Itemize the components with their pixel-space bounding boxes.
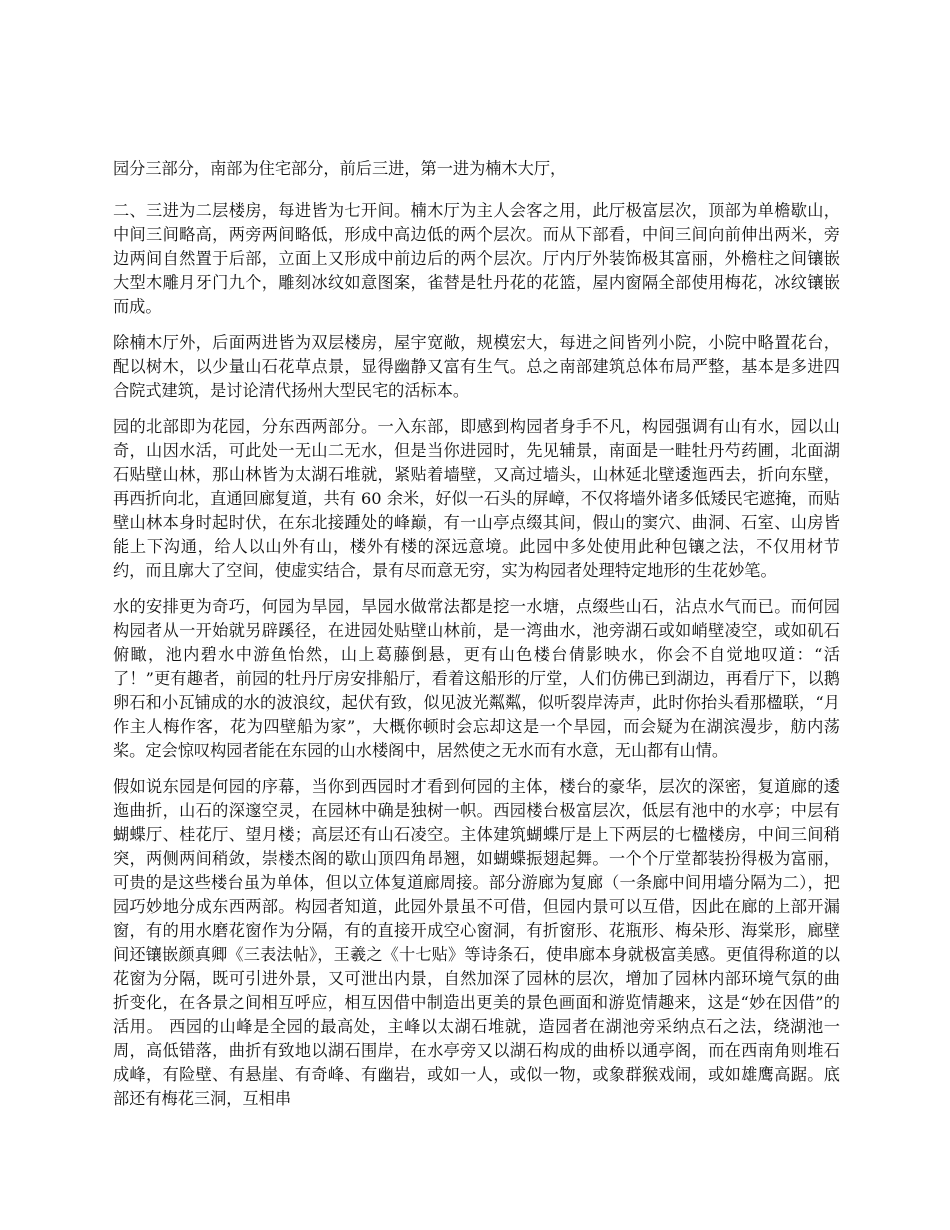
paragraph-3: 除楠木厅外，后面两进皆为双层楼房，屋宇宽敞，规模宏大，每进之间皆列小院，小院中略置花台，配以树木，以少量山石花草点景，显得幽静又富有生气。总之南部建筑总体布局严整，基本是多进四合院式建筑，是讨论清代扬州大型民宅的活标本。 <box>113 333 840 400</box>
document-page <box>113 157 840 1123</box>
paragraph-6: 假如说东园是何园的序幕，当你到西园时才看到何园的主体，楼台的豪华，层次的深密，复道廊的逶迤曲折，山石的深邃空灵，在园林中确是独树一帜。西园楼台极富层次，低层有池中的水亭；中层有蝴蝶厅、桂花厅、望月楼；高层还有山石凌空。主体建筑蝴蝶厅是上下两层的七楹楼房，中间三间稍突，两侧两间稍敛，崇楼杰阁的歇山顶四角昂翘，如蝴蝶振翅起舞。一个个厅堂都装扮得极为富丽，可贵的是这些楼台虽为单体，但以立体复道廊周接。部分游廊为复廊（一条廊中间用墙分隔为二），把园巧妙地分成东西两部。构园者知道，此园外景虽不可借，但园内景可以互借，因此在廊的上部开漏窗，有的用水磨花窗作为分隔，有的直接开成空心窗洞，有折窗形、花瓶形、梅朵形、海棠形，廊壁间还镶嵌颜真卿《三表法帖》，王羲之《十七贴》等诗条石，使串廊本身就极富美感。更值得称道的以花窗为分隔，既可引进外景，又可泄出内景，自然加深了园林的层次，增加了园林内部环境气氛的曲折变化，在各景之间相互呼应，相互因借中制造出更美的景色画面和游览情趣来，这是“妙在因借”的活用。 西园的山峰是全园的最高处，主峰以太湖石堆就，造园者在湖池旁采纳点石之法，绕湖池一周，高低错落，曲折有致地以湖石围岸，在水亭旁又以湖石构成的曲桥以通亭阁，而在西南角则堆石成峰，有险壁、有悬崖、有奇峰、有幽岩，或如一人，或似一物，或象群猴戏闹，或如雄鹰高踞。底部还有梅花三洞，互相串 <box>113 777 840 1108</box>
paragraph-4: 园的北部即为花园，分东西两部分。一入东部，即感到构园者身手不凡，构园强调有山有水，园以山奇，山因水活，可此处一无山二无水，但是当你进园时，先见辅景，南面是一畦牡丹芍药圃，北面湖石贴壁山林，那山林皆为太湖石堆就，紧贴着墙壁，又高过墙头，山林延北壁逶迤西去，折向东壁，再西折向北，直通回廊复道，共有 60 余米，好似一石头的屏嶂，不仅将墙外诸多低矮民宅遮掩，而贴壁山林本身时起时伏，在东北接踵处的峰巅，有一山亭点缀其间，假山的窦穴、曲洞、石室、山房皆能上下沟通，给人以山外有山，楼外有楼的深远意境。此园中多处使用此种包镶之法，不仅用材节约，而且廓大了空间，使虚实结合，景有尽而意无穷，实为构园者处理特定地形的生花妙笔。 <box>113 417 840 580</box>
paragraph-1: 园分三部分，南部为住宅部分，前后三进，第一进为楠木大厅， <box>113 159 567 178</box>
paragraph-2: 二、三进为二层楼房，每进皆为七开间。楠木厅为主人会客之用，此厅极富层次，顶部为单檐歇山，中间三间略高，两旁两间略低，形成中高边低的两个层次。而从下部看，中间三间向前伸出两米，旁边两间自然置于后部，立面上又形成中前边后的两个层次。厅内厅外装饰极其富丽，外檐柱之间镶嵌大型木雕月牙门九个，雕刻冰纹如意图案，雀替是牡丹花的花篮，屋内窗隔全部使用梅花，冰纹镶嵌而成。 <box>113 201 840 316</box>
paragraph-5: 水的安排更为奇巧，何园为旱园，旱园水做常法都是挖一水塘，点缀些山石，沾点水气而已。而何园构园者从一开始就另辟蹊径，在进园处贴壁山林前，是一湾曲水，池旁湖石或如峭壁凌空，或如矶石俯瞰，池内碧水中游鱼怡然，山上葛藤倒悬，更有山色楼台倩影映水，你会不自觉地叹道：“活了！”更有趣者，前园的牡丹厅房安排船厅，看着这船形的厅堂，人们仿佛已到湖边，再看厅下，以鹅卵石和小瓦铺成的水的波浪纹，起伏有致，似见波光粼粼，似听裂岸涛声，此时你抬头看那楹联，“月作主人梅作客，花为四壁船为家”，大概你顿时会忘却这是一个旱园，而会疑为在湖滨漫步，舫内荡桨。定会惊叹构园者能在东园的山水楼阁中，居然使之无水而有水意，无山都有山情。 <box>113 597 840 760</box>
